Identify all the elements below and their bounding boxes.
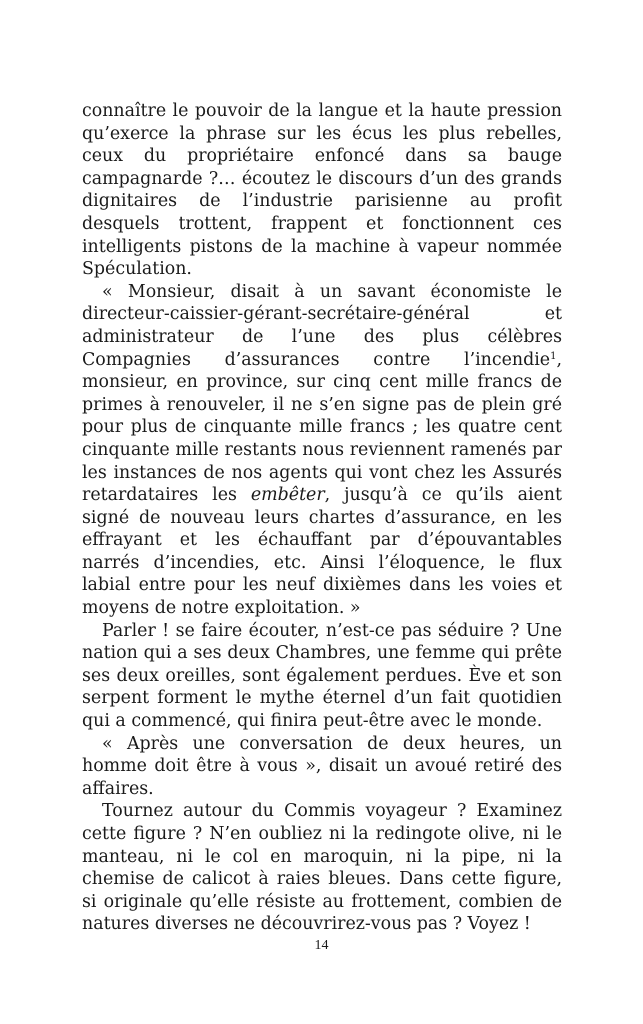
paragraph-4-text: « Après une conversation de deux heures, un homme doit être à vous », disait un avoué retiré des affaires. [82, 733, 562, 799]
body-text [82, 100, 562, 936]
paragraph-5-text: Tournez autour du Commis voyageur ? Examinez cette figure ? N’en oubliez ni la redingote olive, ni le manteau, ni le col en maroquin, ni la pipe, ni la chemise de calicot à raies bleues. Dans cette figure, si originale qu’elle résiste au frottement, combien de natures diverses ne découvrirez-vous pas ? Voyez ! [82, 801, 562, 935]
paragraph-2 [82, 281, 562, 620]
paragraph-2-text-a: « Monsieur, disait à un savant économiste le directeur-caissier-gérant-secrétaire-général et administrateur de l’une des plus célèbres Compagnies d’assurances contre l’incendie [82, 281, 562, 370]
paragraph-3-text: Parler ! se faire écouter, n’est-ce pas séduire ? Une nation qui a ses deux Chambres, une femme qui prête ses deux oreilles, sont également perdues. Ève et son serpent forment le mythe éternel d’un fait quotidien qui a commencé, qui finira peut-être avec le monde. [82, 620, 562, 732]
paragraph-4 [82, 733, 562, 801]
footnote-reference[interactable]: 1 [550, 350, 557, 362]
paragraph-5 [82, 800, 562, 936]
italic-word: embêter [250, 485, 325, 506]
paragraph-1 [82, 100, 562, 281]
paragraph-3 [82, 620, 562, 733]
paragraph-2-text-b: , monsieur, en province, sur cinq cent mille francs de primes à renouveler, il ne s’en signe pas de plein gré pour plus de cinquante mille francs ; les quatre cent cinquante mille restants nous reviennent ramenés par les instances de nos agents qui vont chez les Assurés retardataires les [82, 349, 562, 506]
paragraph-1-text: connaître le pouvoir de la langue et la haute pression qu’exerce la phrase sur les écus les plus rebelles, ceux du propriétaire enfoncé dans sa bauge campagnarde ?… écoutez le discours d’un des grands dignitaires de l’industrie parisienne au profit desquels trottent, frappent et fonctionnent ces intelligents pistons de la machine à vapeur nommée Spéculation. [82, 101, 562, 280]
paragraph-2-text-c: , jusqu’à ce qu’ils aient signé de nouveau leurs chartes d’assurance, en les effrayant et les échauffant par d’épouvantables narrés d’incendies, etc. Ainsi l’éloquence, le flux labial entre pour les neuf dixièmes dans les voies et moyens de notre exploitation. » [82, 485, 562, 619]
page-number: 14 [314, 938, 329, 953]
